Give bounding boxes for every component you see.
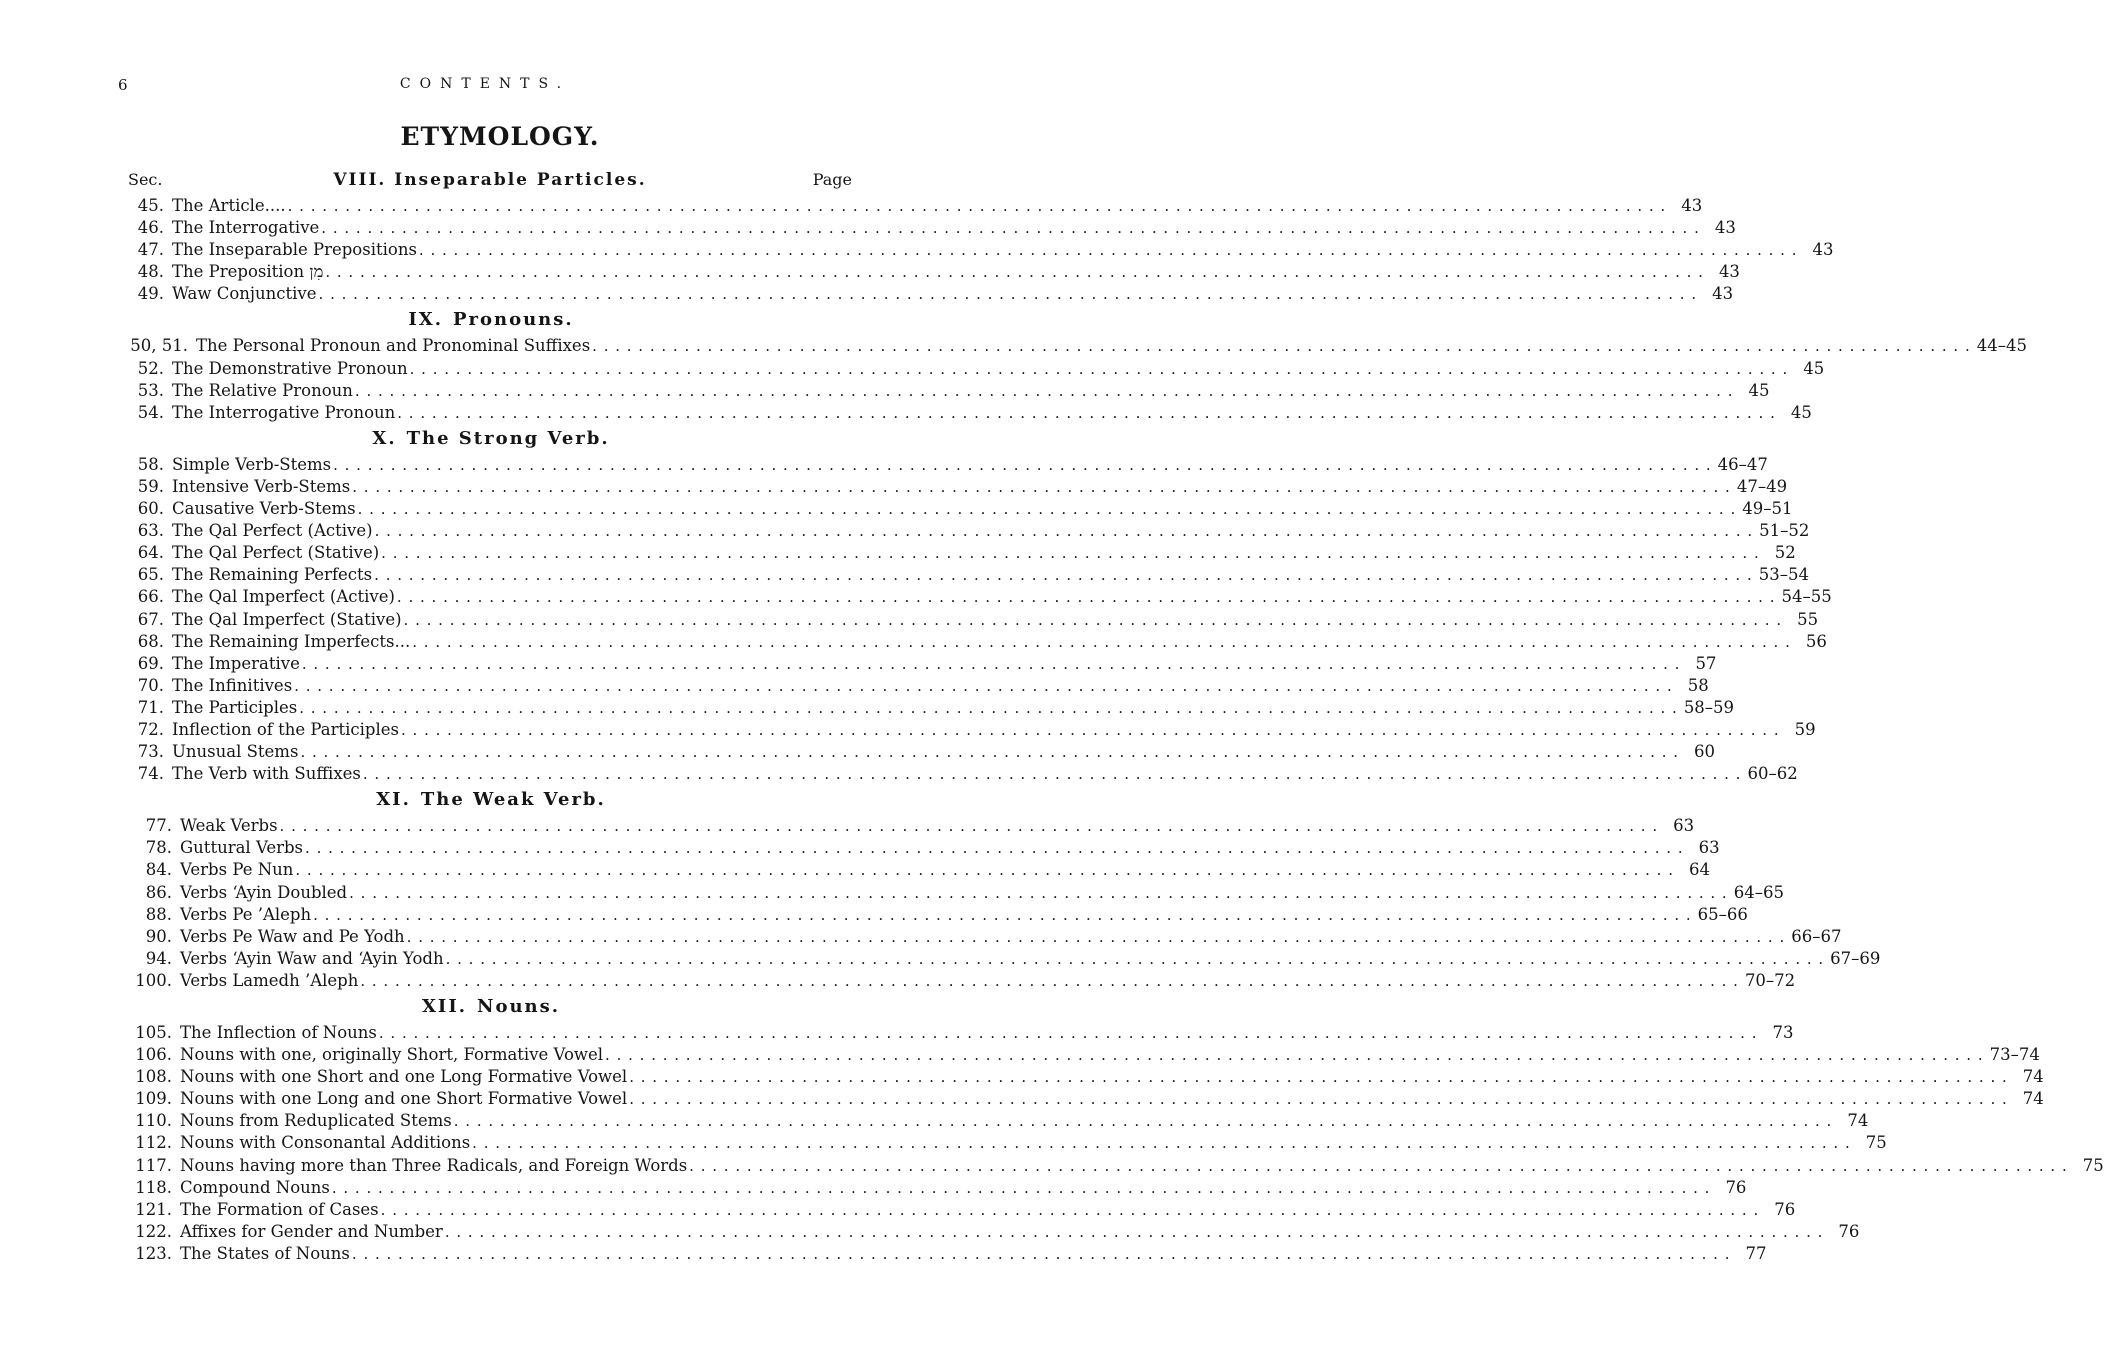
page-number-ref: 49–51 — [1742, 499, 1793, 519]
contents-entry — [128, 1132, 1887, 1154]
chapter-roman: IX. — [408, 309, 443, 331]
contents-entry — [128, 1177, 1747, 1199]
dot-leader: . . . . . . . . . . . . . . . . . . . . . . . . . . . . . . . . . . . . . . . . . . . . . . . . . . . . . . . . . . . . . . . . . . . . . . . . . . . . . . . . . . . . . . . . . . . . . . . . . . . . . . . . . . . . . . . . . . . . . . . . — [374, 566, 1753, 585]
chapter-heading — [128, 992, 854, 1022]
entry-title: Nouns with one Long and one Short Formative Vowel — [180, 1089, 628, 1109]
page-number-ref: 74 — [1847, 1111, 1869, 1131]
entry-title: Intensive Verb-Stems — [172, 476, 351, 496]
contents-entry — [128, 763, 1798, 785]
contents-entry — [128, 1088, 2044, 1110]
chapter-roman: XI. — [376, 789, 411, 811]
dot-leader: . . . . . . . . . . . . . . . . . . . . . . . . . . . . . . . . . . . . . . . . . . . . . . . . . . . . . . . . . . . . . . . . . . . . . . . . . . . . . . . . . . . . . . . . . . . . . . . . . . . . . . . . . . . . . . . . . . . . . . . . — [406, 927, 1786, 946]
entry-title: The Qal Perfect (Stative) — [172, 543, 380, 563]
dot-leader: . . . . . . . . . . . . . . . . . . . . . . . . . . . . . . . . . . . . . . . . . . . . . . . . . . . . . . . . . . . . . . . . . . . . . . . . . . . . . . . . . . . . . . . . . . . . . . . . . . . . . . . . . . . . . . . . . . . . . . . . — [331, 1178, 1711, 1197]
section-column-header: Sec. — [128, 170, 163, 189]
dot-leader: . . . . . . . . . . . . . . . . . . . . . . . . . . . . . . . . . . . . . . . . . . . . . . . . . . . . . . . . . . . . . . . . . . . . . . . . . . . . . . . . . . . . . . . . . . . . . . . . . . . . . . . . . . . . . . . . . . . . . . . . — [445, 949, 1825, 968]
page-number-ref: 66–67 — [1791, 926, 1842, 946]
contents-entry — [128, 948, 1881, 970]
contents-entry — [128, 239, 1834, 261]
contents-entry — [128, 261, 1740, 283]
dot-leader: . . . . . . . . . . . . . . . . . . . . . . . . . . . . . . . . . . . . . . . . . . . . . . . . . . . . . . . . . . . . . . . . . . . . . . . . . . . . . . . . . . . . . . . . . . . . . . . . . . . . . . . . . . . . . . . . . . . . . . . . — [354, 381, 1734, 400]
column-header-row — [128, 170, 852, 192]
contents-entry — [128, 815, 1695, 837]
contents-entry — [128, 904, 1748, 926]
page-number-ref: 45 — [1803, 358, 1825, 378]
contents-entry — [128, 498, 1793, 520]
running-title: CONTENTS. — [399, 76, 571, 92]
dot-leader: . . . . . . . . . . . . . . . . . . . . . . . . . . . . . . . . . . . . . . . . . . . . . . . . . . . . . . . . . . . . . . . . . . . . . . . . . . . . . . . . . . . . . . . . . . . . . . . . . . . . . . . . . . . . . . . . . . . . . . . . — [380, 1200, 1760, 1219]
dot-leader: . . . . . . . . . . . . . . . . . . . . . . . . . . . . . . . . . . . . . . . . . . . . . . . . . . . . . . . . . . . . . . . . . . . . . . . . . . . . . . . . . . . . . . . . . . . . . . . . . . . . . . . . . . . . . . . . . . . . . . . . — [592, 337, 1971, 356]
page-number-ref: 60–62 — [1747, 764, 1798, 784]
dot-leader: . . . . . . . . . . . . . . . . . . . . . . . . . . . . . . . . . . . . . . . . . . . . . . . . . . . . . . . . . . . . . . . . . . . . . . . . . . . . . . . . . . . . . . . . . . . . . . . . . . . . . . . . . . . . . . . . . . . . . . . . — [401, 720, 1780, 739]
dot-leader: . . . . . . . . . . . . . . . . . . . . . . . . . . . . . . . . . . . . . . . . . . . . . . . . . . . . . . . . . . . . . . . . . . . . . . . . . . . . . . . . . . . . . . . . . . . . . . . . . . . . . . . . . . . . . . . . . . . . . . . . — [287, 197, 1667, 215]
dot-leader: . . . . . . . . . . . . . . . . . . . . . . . . . . . . . . . . . . . . . . . . . . . . . . . . . . . . . . . . . . . . . . . . . . . . . . . . . . . . . . . . . . . . . . . . . . . . . . . . . . . . . . . . . . . . . . . . . . . . . . . . — [472, 1134, 1851, 1153]
section-number: 46. — [137, 218, 164, 238]
page-number-ref: 52 — [1774, 543, 1796, 563]
entry-title: The Qal Imperfect (Stative) — [172, 609, 402, 629]
dot-leader: . . . . . . . . . . . . . . . . . . . . . . . . . . . . . . . . . . . . . . . . . . . . . . . . . . . . . . . . . . . . . . . . . . . . . . . . . . . . . . . . . . . . . . . . . . . . . . . . . . . . . . . . . . . . . . . . . . . . . . . . — [299, 698, 1678, 717]
page-number-ref: 56 — [1805, 631, 1827, 651]
entry-title: Inflection of the Participles — [172, 719, 400, 739]
dot-leader: . . . . . . . . . . . . . . . . . . . . . . . . . . . . . . . . . . . . . . . . . . . . . . . . . . . . . . . . . . . . . . . . . . . . . . . . . . . . . . . . . . . . . . . . . . . . . . . . . . . . . . . . . . . . . . . . . . . . . . . . — [301, 654, 1681, 673]
dot-leader: . . . . . . . . . . . . . . . . . . . . . . . . . . . . . . . . . . . . . . . . . . . . . . . . . . . . . . . . . . . . . . . . . . . . . . . . . . . . . . . . . . . . . . . . . . . . . . . . . . . . . . . . . . . . . . . . . . . . . . . . — [418, 241, 1798, 260]
section-number: 48. — [137, 262, 164, 282]
page-number-ref: 76 — [1725, 1177, 1747, 1197]
dot-leader: . . . . . . . . . . . . . . . . . . . . . . . . . . . . . . . . . . . . . . . . . . . . . . . . . . . . . . . . . . . . . . . . . . . . . . . . . . . . . . . . . . . . . . . . . . . . . . . . . . . . . . . . . . . . . . . . . . . . . . . . — [325, 263, 1704, 282]
chapter-roman: X. — [372, 427, 397, 449]
contents-entry — [128, 1221, 1860, 1243]
chapter-roman: VIII. — [333, 170, 387, 190]
contents-entry — [128, 882, 1784, 904]
section-number: 59. — [137, 476, 164, 496]
entry-title: Compound Nouns — [180, 1177, 330, 1197]
section-number: 86. — [145, 882, 172, 902]
dot-leader: . . . . . . . . . . . . . . . . . . . . . . . . . . . . . . . . . . . . . . . . . . . . . . . . . . . . . . . . . . . . . . . . . . . . . . . . . . . . . . . . . . . . . . . . . . . . . . . . . . . . . . . . . . . . . . . . . . . . . . . . — [378, 1024, 1758, 1042]
entry-title: Unusual Stems — [172, 742, 299, 762]
entry-title: The Remaining Imperfects... — [172, 631, 411, 651]
entry-title: Guttural Verbs — [180, 838, 304, 858]
contents-entry — [128, 675, 1709, 697]
entry-title: Verbs ‘Ayin Doubled — [180, 882, 348, 902]
section-number: 45. — [137, 196, 164, 215]
section-number: 49. — [137, 284, 164, 304]
dot-leader: . . . . . . . . . . . . . . . . . . . . . . . . . . . . . . . . . . . . . . . . . . . . . . . . . . . . . . . . . . . . . . . . . . . . . . . . . . . . . . . . . . . . . . . . . . . . . . . . . . . . . . . . . . . . . . . . . . . . . . . . — [396, 588, 1776, 607]
page-number-ref: 73 — [1772, 1023, 1794, 1042]
page-number-ref: 73–74 — [1989, 1045, 2040, 1065]
page-number-ref: 43 — [1712, 284, 1734, 304]
entry-title: The Inseparable Prepositions — [172, 240, 417, 260]
dot-leader: . . . . . . . . . . . . . . . . . . . . . . . . . . . . . . . . . . . . . . . . . . . . . . . . . . . . . . . . . . . . . . . . . . . . . . . . . . . . . . . . . . . . . . . . . . . . . . . . . . . . . . . . . . . . . . . . . . . . . . . . — [279, 817, 1659, 836]
dot-leader: . . . . . . . . . . . . . . . . . . . . . . . . . . . . . . . . . . . . . . . . . . . . . . . . . . . . . . . . . . . . . . . . . . . . . . . . . . . . . . . . . . . . . . . . . . . . . . . . . . . . . . . . . . . . . . . . . . . . . . . . — [689, 1156, 2068, 1175]
section-number: 54. — [137, 402, 164, 422]
section-number: 78. — [145, 838, 172, 858]
contents-entry — [128, 1110, 1869, 1132]
page-number-ref: 43 — [1681, 196, 1703, 215]
chapter-heading — [128, 424, 854, 454]
dot-leader: . . . . . . . . . . . . . . . . . . . . . . . . . . . . . . . . . . . . . . . . . . . . . . . . . . . . . . . . . . . . . . . . . . . . . . . . . . . . . . . . . . . . . . . . . . . . . . . . . . . . . . . . . . . . . . . . . . . . . . . . — [318, 285, 1698, 304]
entry-title: The Qal Imperfect (Active) — [172, 587, 395, 607]
chapter-title: Inseparable Particles. — [394, 170, 647, 190]
page-number-ref: 77 — [1745, 1243, 1767, 1263]
dot-leader: . . . . . . . . . . . . . . . . . . . . . . . . . . . . . . . . . . . . . . . . . . . . . . . . . . . . . . . . . . . . . . . . . . . . . . . . . . . . . . . . . . . . . . . . . . . . . . . . . . . . . . . . . . . . . . . . . . . . . . . . — [412, 632, 1791, 651]
contents-entry — [128, 1199, 1796, 1221]
dot-leader: . . . . . . . . . . . . . . . . . . . . . . . . . . . . . . . . . . . . . . . . . . . . . . . . . . . . . . . . . . . . . . . . . . . . . . . . . . . . . . . . . . . . . . . . . . . . . . . . . . . . . . . . . . . . . . . . . . . . . . . . — [351, 1244, 1731, 1263]
section-number: 118. — [135, 1177, 172, 1197]
entry-title: The Interrogative Pronoun — [172, 402, 396, 422]
dot-leader: . . . . . . . . . . . . . . . . . . . . . . . . . . . . . . . . . . . . . . . . . . . . . . . . . . . . . . . . . . . . . . . . . . . . . . . . . . . . . . . . . . . . . . . . . . . . . . . . . . . . . . . . . . . . . . . . . . . . . . . . — [374, 522, 1754, 541]
section-number: 73. — [137, 742, 164, 762]
section-number: 50, 51. — [130, 336, 188, 356]
section-number: 90. — [145, 926, 172, 946]
page-number-ref: 44–45 — [1976, 336, 2027, 356]
page-number-ref: 46–47 — [1717, 454, 1768, 474]
contents-entry — [128, 653, 1717, 675]
dot-leader: . . . . . . . . . . . . . . . . . . . . . . . . . . . . . . . . . . . . . . . . . . . . . . . . . . . . . . . . . . . . . . . . . . . . . . . . . . . . . . . . . . . . . . . . . . . . . . . . . . . . . . . . . . . . . . . . . . . . . . . . — [300, 743, 1680, 762]
contents-entry — [128, 1243, 1767, 1265]
contents-list — [128, 195, 2104, 1265]
chapter-heading — [128, 785, 854, 815]
dot-leader: . . . . . . . . . . . . . . . . . . . . . . . . . . . . . . . . . . . . . . . . . . . . . . . . . . . . . . . . . . . . . . . . . . . . . . . . . . . . . . . . . . . . . . . . . . . . . . . . . . . . . . . . . . . . . . . . . . . . . . . . — [294, 676, 1673, 695]
contents-entry — [128, 926, 1842, 948]
entry-title: Nouns having more than Three Radicals, and Foreign Words — [180, 1155, 688, 1175]
contents-entry — [128, 358, 1825, 380]
page-number-ref: 63 — [1673, 816, 1695, 836]
contents-entry — [128, 564, 1809, 586]
contents-entry — [128, 520, 1810, 542]
page-number-ref: 45 — [1748, 380, 1770, 400]
dot-leader: . . . . . . . . . . . . . . . . . . . . . . . . . . . . . . . . . . . . . . . . . . . . . . . . . . . . . . . . . . . . . . . . . . . . . . . . . . . . . . . . . . . . . . . . . . . . . . . . . . . . . . . . . . . . . . . . . . . . . . . . — [352, 477, 1731, 496]
section-number: 63. — [137, 521, 164, 541]
entry-title: Verbs Pe ’Aleph — [180, 904, 312, 924]
page-number-ref: 57 — [1695, 653, 1717, 673]
page-number-ref: 74 — [2022, 1089, 2044, 1109]
page-number-ref: 74 — [2022, 1067, 2044, 1087]
contents-entry — [128, 586, 1832, 608]
dot-leader: . . . . . . . . . . . . . . . . . . . . . . . . . . . . . . . . . . . . . . . . . . . . . . . . . . . . . . . . . . . . . . . . . . . . . . . . . . . . . . . . . . . . . . . . . . . . . . . . . . . . . . . . . . . . . . . . . . . . . . . . — [453, 1112, 1833, 1131]
dot-leader: . . . . . . . . . . . . . . . . . . . . . . . . . . . . . . . . . . . . . . . . . . . . . . . . . . . . . . . . . . . . . . . . . . . . . . . . . . . . . . . . . . . . . . . . . . . . . . . . . . . . . . . . . . . . . . . . . . . . . . . . — [605, 1046, 1984, 1065]
page-number-ref: 43 — [1812, 240, 1834, 260]
entry-title: Verbs Pe Waw and Pe Yodh — [180, 926, 405, 946]
contents-entry — [128, 631, 1827, 653]
dot-leader: . . . . . . . . . . . . . . . . . . . . . . . . . . . . . . . . . . . . . . . . . . . . . . . . . . . . . . . . . . . . . . . . . . . . . . . . . . . . . . . . . . . . . . . . . . . . . . . . . . . . . . . . . . . . . . . . . . . . . . . . — [397, 403, 1776, 422]
contents-entry — [128, 697, 1735, 719]
contents-entry — [128, 454, 1768, 476]
entry-title: The Interrogative — [172, 218, 320, 238]
contents-entry — [128, 335, 2027, 357]
page-number-ref: 64–65 — [1733, 882, 1784, 902]
chapter-roman: XII. — [421, 996, 468, 1017]
page-number-ref: 43 — [1718, 262, 1740, 282]
contents-entry — [128, 476, 1788, 498]
page-number-ref: 67–69 — [1830, 948, 1881, 968]
contents-entry — [128, 741, 1716, 763]
dot-leader: . . . . . . . . . . . . . . . . . . . . . . . . . . . . . . . . . . . . . . . . . . . . . . . . . . . . . . . . . . . . . . . . . . . . . . . . . . . . . . . . . . . . . . . . . . . . . . . . . . . . . . . . . . . . . . . . . . . . . . . . — [444, 1222, 1824, 1241]
section-number: 47. — [137, 240, 164, 260]
page-number-ref: 64 — [1688, 860, 1710, 880]
contents-entry — [128, 195, 1703, 217]
section-number: 53. — [137, 380, 164, 400]
section-number: 108. — [135, 1067, 172, 1087]
section-number: 65. — [137, 565, 164, 585]
section-number: 112. — [135, 1133, 172, 1153]
dot-leader: . . . . . . . . . . . . . . . . . . . . . . . . . . . . . . . . . . . . . . . . . . . . . . . . . . . . . . . . . . . . . . . . . . . . . . . . . . . . . . . . . . . . . . . . . . . . . . . . . . . . . . . . . . . . . . . . . . . . . . . . — [295, 861, 1674, 880]
entry-title: The Verb with Suffixes — [172, 764, 361, 784]
section-number: 110. — [135, 1111, 172, 1131]
contents-entry — [128, 283, 1734, 305]
chapter-heading-viii — [128, 170, 852, 190]
entry-title: The Remaining Perfects — [172, 565, 373, 585]
section-number: 74. — [137, 764, 164, 784]
entry-title: Verbs ‘Ayin Waw and ‘Ayin Yodh — [180, 948, 444, 968]
section-number: 105. — [135, 1023, 172, 1042]
entry-title: Nouns with one Short and one Long Formative Vowel — [180, 1067, 628, 1087]
page-number-ref: 45 — [1790, 402, 1812, 422]
entry-title: Nouns from Reduplicated Stems — [180, 1111, 452, 1131]
contents-entry — [128, 859, 1710, 881]
section-number: 66. — [137, 587, 164, 607]
entry-title: Nouns with Consonantal Additions — [180, 1133, 471, 1153]
dot-leader: . . . . . . . . . . . . . . . . . . . . . . . . . . . . . . . . . . . . . . . . . . . . . . . . . . . . . . . . . . . . . . . . . . . . . . . . . . . . . . . . . . . . . . . . . . . . . . . . . . . . . . . . . . . . . . . . . . . . . . . . — [381, 544, 1760, 563]
entry-title: The Personal Pronoun and Pronominal Suffixes — [196, 336, 591, 356]
contents-entry — [128, 1066, 2044, 1088]
dot-leader: . . . . . . . . . . . . . . . . . . . . . . . . . . . . . . . . . . . . . . . . . . . . . . . . . . . . . . . . . . . . . . . . . . . . . . . . . . . . . . . . . . . . . . . . . . . . . . . . . . . . . . . . . . . . . . . . . . . . . . . . — [333, 455, 1712, 474]
page-number-ref: 53–54 — [1758, 565, 1809, 585]
dot-leader: . . . . . . . . . . . . . . . . . . . . . . . . . . . . . . . . . . . . . . . . . . . . . . . . . . . . . . . . . . . . . . . . . . . . . . . . . . . . . . . . . . . . . . . . . . . . . . . . . . . . . . . . . . . . . . . . . . . . . . . . — [629, 1090, 2008, 1109]
section-number: 70. — [137, 675, 164, 695]
contents-entry — [128, 719, 1816, 741]
section-number: 94. — [145, 948, 172, 968]
contents-entry — [128, 380, 1770, 402]
dot-leader: . . . . . . . . . . . . . . . . . . . . . . . . . . . . . . . . . . . . . . . . . . . . . . . . . . . . . . . . . . . . . . . . . . . . . . . . . . . . . . . . . . . . . . . . . . . . . . . . . . . . . . . . . . . . . . . . . . . . . . . . — [360, 971, 1739, 990]
contents-entry — [128, 1022, 1794, 1044]
page-number-ref: 47–49 — [1736, 476, 1788, 496]
dot-leader: . . . . . . . . . . . . . . . . . . . . . . . . . . . . . . . . . . . . . . . . . . . . . . . . . . . . . . . . . . . . . . . . . . . . . . . . . . . . . . . . . . . . . . . . . . . . . . . . . . . . . . . . . . . . . . . . . . . . . . . . — [357, 500, 1737, 519]
section-number: 117. — [135, 1155, 172, 1175]
page-number-ref: 76 — [1774, 1199, 1796, 1219]
chapter-title: The Weak Verb. — [420, 789, 606, 811]
entry-title: Verbs Pe Nun — [180, 860, 294, 880]
contents-entry — [128, 1155, 2104, 1177]
section-number: 100. — [135, 970, 172, 990]
page-number-ref: 65–66 — [1697, 904, 1748, 924]
page-number-ref: 70–72 — [1744, 970, 1796, 990]
section-number: 67. — [137, 609, 164, 629]
entry-title: Causative Verb-Stems — [172, 499, 356, 519]
entry-title: The Relative Pronoun — [172, 380, 353, 400]
page-number-ref: 75 — [1865, 1133, 1887, 1153]
section-number: 121. — [135, 1199, 172, 1219]
page-number-ref: 43 — [1714, 218, 1736, 238]
entry-title: The Imperative — [172, 653, 300, 673]
dot-leader: . . . . . . . . . . . . . . . . . . . . . . . . . . . . . . . . . . . . . . . . . . . . . . . . . . . . . . . . . . . . . . . . . . . . . . . . . . . . . . . . . . . . . . . . . . . . . . . . . . . . . . . . . . . . . . . . . . . . . . . . — [321, 219, 1700, 238]
section-number: 68. — [137, 631, 164, 651]
page-number-ref: 54–55 — [1781, 587, 1832, 607]
page-number-ref: 59 — [1794, 719, 1816, 739]
section-number: 77. — [145, 816, 172, 836]
section-number: 109. — [135, 1089, 172, 1109]
page-number-ref: 55 — [1797, 609, 1819, 629]
entry-title: The Preposition מִן — [172, 262, 324, 282]
section-number: 58. — [137, 454, 164, 474]
page-column-header: Page — [812, 170, 852, 189]
dot-leader: . . . . . . . . . . . . . . . . . . . . . . . . . . . . . . . . . . . . . . . . . . . . . . . . . . . . . . . . . . . . . . . . . . . . . . . . . . . . . . . . . . . . . . . . . . . . . . . . . . . . . . . . . . . . . . . . . . . . . . . . — [409, 359, 1789, 378]
chapter-title: Pronouns. — [452, 309, 574, 331]
contents-entry — [128, 402, 1812, 424]
dot-leader: . . . . . . . . . . . . . . . . . . . . . . . . . . . . . . . . . . . . . . . . . . . . . . . . . . . . . . . . . . . . . . . . . . . . . . . . . . . . . . . . . . . . . . . . . . . . . . . . . . . . . . . . . . . . . . . . . . . . . . . . — [403, 610, 1783, 629]
contents-entry — [128, 609, 1819, 631]
section-number: 71. — [137, 697, 164, 717]
entry-title: The Article.... — [172, 196, 286, 215]
section-number: 64. — [137, 543, 164, 563]
section-number: 106. — [135, 1045, 172, 1065]
dot-leader: . . . . . . . . . . . . . . . . . . . . . . . . . . . . . . . . . . . . . . . . . . . . . . . . . . . . . . . . . . . . . . . . . . . . . . . . . . . . . . . . . . . . . . . . . . . . . . . . . . . . . . . . . . . . . . . . . . . . . . . . — [349, 883, 1728, 902]
section-number: 60. — [137, 499, 164, 519]
page-number-ref: 58 — [1687, 675, 1709, 695]
entry-title: Waw Conjunctive — [172, 284, 317, 304]
contents-entry — [128, 217, 1736, 239]
page-number-ref: 76 — [1838, 1221, 1860, 1241]
contents-entry — [128, 542, 1796, 564]
entry-title: Simple Verb-Stems — [172, 454, 332, 474]
part-title: ETYMOLOGY. — [400, 122, 600, 151]
section-number: 122. — [135, 1221, 172, 1241]
entry-title: The Formation of Cases — [180, 1199, 379, 1219]
page-number-ref: 75 — [2082, 1155, 2104, 1175]
dot-leader: . . . . . . . . . . . . . . . . . . . . . . . . . . . . . . . . . . . . . . . . . . . . . . . . . . . . . . . . . . . . . . . . . . . . . . . . . . . . . . . . . . . . . . . . . . . . . . . . . . . . . . . . . . . . . . . . . . . . . . . . — [362, 765, 1742, 784]
page-number-ref: 63 — [1698, 838, 1720, 858]
chapter-title: The Strong Verb. — [406, 427, 610, 449]
dot-leader: . . . . . . . . . . . . . . . . . . . . . . . . . . . . . . . . . . . . . . . . . . . . . . . . . . . . . . . . . . . . . . . . . . . . . . . . . . . . . . . . . . . . . . . . . . . . . . . . . . . . . . . . . . . . . . . . . . . . . . . . — [313, 905, 1692, 924]
chapter-heading — [128, 305, 854, 335]
entry-title: Nouns with one, originally Short, Formative Vowel — [180, 1045, 604, 1065]
entry-title: Weak Verbs — [180, 816, 278, 836]
entry-title: The Infinitives — [172, 675, 293, 695]
entry-title: The States of Nouns — [180, 1243, 350, 1263]
entry-title: The Participles — [172, 697, 298, 717]
section-number: 123. — [135, 1243, 172, 1263]
section-number: 52. — [137, 358, 164, 378]
dot-leader: . . . . . . . . . . . . . . . . . . . . . . . . . . . . . . . . . . . . . . . . . . . . . . . . . . . . . . . . . . . . . . . . . . . . . . . . . . . . . . . . . . . . . . . . . . . . . . . . . . . . . . . . . . . . . . . . . . . . . . . . — [305, 839, 1684, 858]
section-number: 72. — [137, 719, 164, 739]
running-head — [118, 76, 852, 100]
section-number: 84. — [145, 860, 172, 880]
entry-title: Verbs Lamedh ’Aleph — [180, 970, 359, 990]
entry-title: Affixes for Gender and Number — [180, 1221, 443, 1241]
contents-entry — [128, 970, 1796, 992]
contents-entry — [128, 1044, 2040, 1066]
entry-title: The Qal Perfect (Active) — [172, 521, 373, 541]
page-number: 6 — [118, 76, 128, 94]
entry-title: The Inflection of Nouns — [180, 1023, 377, 1042]
dot-leader: . . . . . . . . . . . . . . . . . . . . . . . . . . . . . . . . . . . . . . . . . . . . . . . . . . . . . . . . . . . . . . . . . . . . . . . . . . . . . . . . . . . . . . . . . . . . . . . . . . . . . . . . . . . . . . . . . . . . . . . . — [629, 1068, 2008, 1087]
section-number: 69. — [137, 653, 164, 673]
page-number-ref: 58–59 — [1683, 697, 1735, 717]
section-number: 88. — [145, 904, 172, 924]
page-number-ref: 60 — [1694, 742, 1716, 762]
contents-entry — [128, 837, 1720, 859]
chapter-title: Nouns. — [477, 996, 561, 1017]
entry-title: The Demonstrative Pronoun — [172, 358, 408, 378]
page-number-ref: 51–52 — [1759, 521, 1810, 541]
